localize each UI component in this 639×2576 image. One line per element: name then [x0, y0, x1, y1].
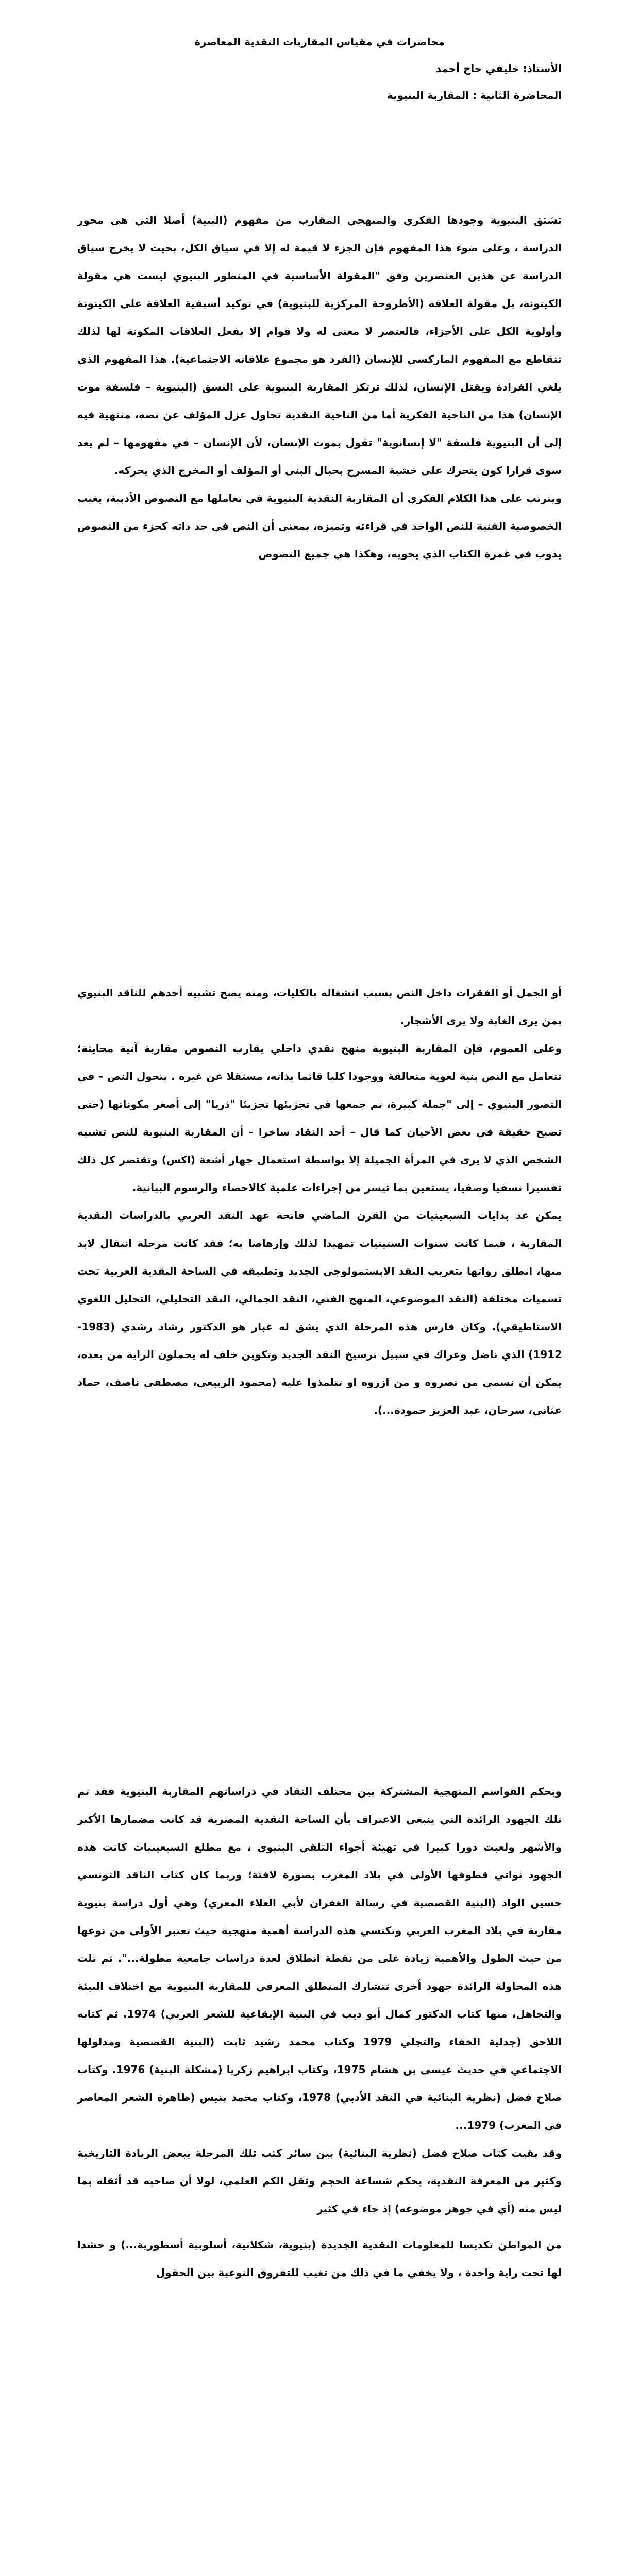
body-paragraph: من المواطن تكديسا للمعلومات النقدية الجديدة (بنيوية، شكلانية، أسلوبية أسطورية...) و حشدا لها تحت راية واحدة ، ولا يخفي ما في ذلك من تغيب للتفروق النوعية بين الحقول — [77, 2239, 562, 2279]
text-section-2 — [77, 979, 562, 1424]
body-paragraph: تشتق البنيوية وجودها الفكري والمنهجي المقارب من مفهوم (البنية) أصلا التي هي محور الدراسة ، وعلى ضوء هذا المفهوم فإن الجزء لا قيمة له إلا في سياق الكل، بحيث لا يخرج سياق الدراسة عن هذين العنصرين وفق "المقولة الأساسية في المنظور البنيوي ليست هي مقولة الكينونة، بل مقولة العلاقة (الأطروحة المركزية للبنيوية) في توكيد أسبقية العلاقة على الكينونة وأولوية الكل على الأجزاء، فالعنصر لا معنى له ولا قوام إلا بفعل العلاقات المكونة لها لذلك تتقاطع مع المفهوم الماركسي للإنسان (الفرد هو مجموع علاقاته الاجتماعية). هذا المفهوم الذي يلغي الفرادة ويقتل الإنسان، لذلك ترتكز المقاربة البنيوية على النسق (البنيوية – فلسفة موت الإنسان) هذا من الناحية الفكرية أما من الناحية النقدية تحاول عزل المؤلف عن نصه، منتهية فيه إلى أن البنيوية فلسفة "لا إنسانوية" تقول بموت الإنسان، لأن الإنسان – في مفهومها – لم يعد سوى قرارا كون يتحرك على خشبة المسرح بحبال البنى أو المؤلف أو المخرج الذي يحركه. — [77, 214, 562, 477]
professor-name: الأستاذ: خليفي حاج أحمد — [435, 62, 562, 75]
body-paragraph: وعلى العموم، فإن المقاربة البنيوية منهج نقدي داخلي يقارب النصوص مقاربة آنية محايثة؛ تتعامل مع النص بنية لغوية متعالقة ووجودا كليا قائما بذاته، مستقلا عن غيره . يتحول النص – في التصور البنيوي – إلى "جملة كبيرة، تم جمعها في تجزيئها تجزيئا "ذريا" إلى أصغر مكوناتها (حتى تصبح حقيقة في بعض الأحيان كما قال – أحد النقاد ساخرا – أن المقاربة البنيوية للنص تشبيه الشخص الذي لا يرى في المرأة الجميلة إلا بواسطة استعمال جهاز أشعة (اكس) وتقتصر كل ذلك تفسيرا نسقيا وصفيا، يستعين بما تيسر من إجراءات علمية كالاحصاء والرسوم البيانية. — [77, 1042, 562, 1194]
body-paragraph: يمكن عد بدايات السبعينيات من القرن الماضي فاتحة عهد النقد العربي بالدراسات النقدية المقاربة ، فيما كانت سنوات الستينيات تمهيدا لذلك وإرهاصا به؛ فقد كانت مرحلة انتقال لابد منها، انطلق رواتها بتعريب النقد الابستمولوجي الجديد وتطبيقه في الساحة النقدية العربية تحت تسميات مختلفة (النقد الموضوعي، المنهج الفني، النقد الجمالي، النقد التحليلي، التحليل اللغوي الاستاطيقي). وكان فارس هذه المرحلة الذي يشق له غبار هو الدكتور رشاد رشدي (1983-1912) الذي ناضل وعراك في سبيل ترسيخ النقد الجديد وتكوين خلف له يحملون الراية من بعده، يمكن أن نسمي من تصروه و من ازروه او تتلمذوا عليه (محمود الربيعي، مصطفى ناصف، حماد عثاني، سرحان، عبد العزيز حمودة...). — [77, 1209, 562, 1416]
text-section-1 — [77, 206, 562, 568]
body-paragraph: ويترتب على هذا الكلام الفكري أن المقاربة النقدية البنيوية في تعاملها مع النصوص الأدبية، يغيب الخصوصية الفنية للنص الواحد في قراءته وتميزه، بمعنى أن النص في حد ذاته كجزء من النصوص يذوب في غمرة الكتاب الذي يحويه، وهكذا هي جميع النصوص — [77, 492, 562, 560]
body-paragraph: وبحكم القواسم المنهجية المشتركة بين مختلف النقاد في دراساتهم المقاربة البنيوية فقد تم تلك الجهود الرائدة التي ينبغي الاعتراف بأن الساحة النقدية المصرية قد كانت مضمارها الأكبر والأشهر ولعبت دورا كبيرا في تهيئة أجواء التلقي البنيوي ، مع مطلع السبعينيات كانت هذه الجهود نواتي قطوفها الأولى في بلاد المغرب بصورة لافتة؛ وربما كان كتاب الناقد التونسي حسين الواد (البنية القصصية في رسالة الغفران لأبي العلاء المعري) وهي أول دراسة بنيوية مقاربة في بلاد المغرب العربي وتكتسي هذه الدراسة أهمية منهجية حيث تعتبر الأولى من نوعها من حيث الطول والأهمية زيادة على من نقطة انطلاق لعدة دراسات جامعية مطولة...". ثم تلت هذه المحاولة الرائدة جهود أخرى تتشارك المنطلق المعرفي للمقاربة البنيوية مع اختلاف البيئة والتجاهل، منها كتاب الدكتور كمال أبو ديب في البنية الإيقاعية للشعر العربي) 1974. ثم كتابه اللاحق (جدلية الخفاء والتجلي 1979 وكتاب محمد رشيد ثابت (البنية القصصية ومدلولها الاجتماعي في حديث عيسى بن هشام 1975، وكتاب ابراهيم زكريا (مشكلة البنية) 1976. وكتاب صلاح فضل (نظرية البنائية في النقد الأدبي) 1978، وكتاب محمد بنيس (ظاهرة الشعر المعاصر في المغرب) 1979... — [77, 1785, 562, 2131]
body-paragraph: أو الجمل أو الفقرات داخل النص بسبب انشغاله بالكليات، ومنه يصح تشبيه أحدهم للناقد البنيوي بمن يرى الغابة ولا يرى الأشجار. — [77, 987, 562, 1027]
lecture-number: المحاضرة الثانية : المقاربة البنيوية — [387, 89, 562, 101]
text-section-3 — [77, 1777, 562, 2286]
body-paragraph: وقد بقيت كتاب صلاح فضل (نظرية البنائية) بين سائر كتب تلك المرحلة يبعض الريادة التاريخية وكثير من المعرفة النقدية، بحكم شساعة الحجم وثقل الكم العلمي، لولا أن صاحبه قد أثقله بما ليس منه (أي في جوهر موضوعه) إذ جاء في كثير — [77, 2147, 562, 2215]
lecture-header — [77, 28, 562, 109]
document-title: محاضرات في مقياس المقاربات النقدية المعاصرة — [194, 36, 445, 48]
